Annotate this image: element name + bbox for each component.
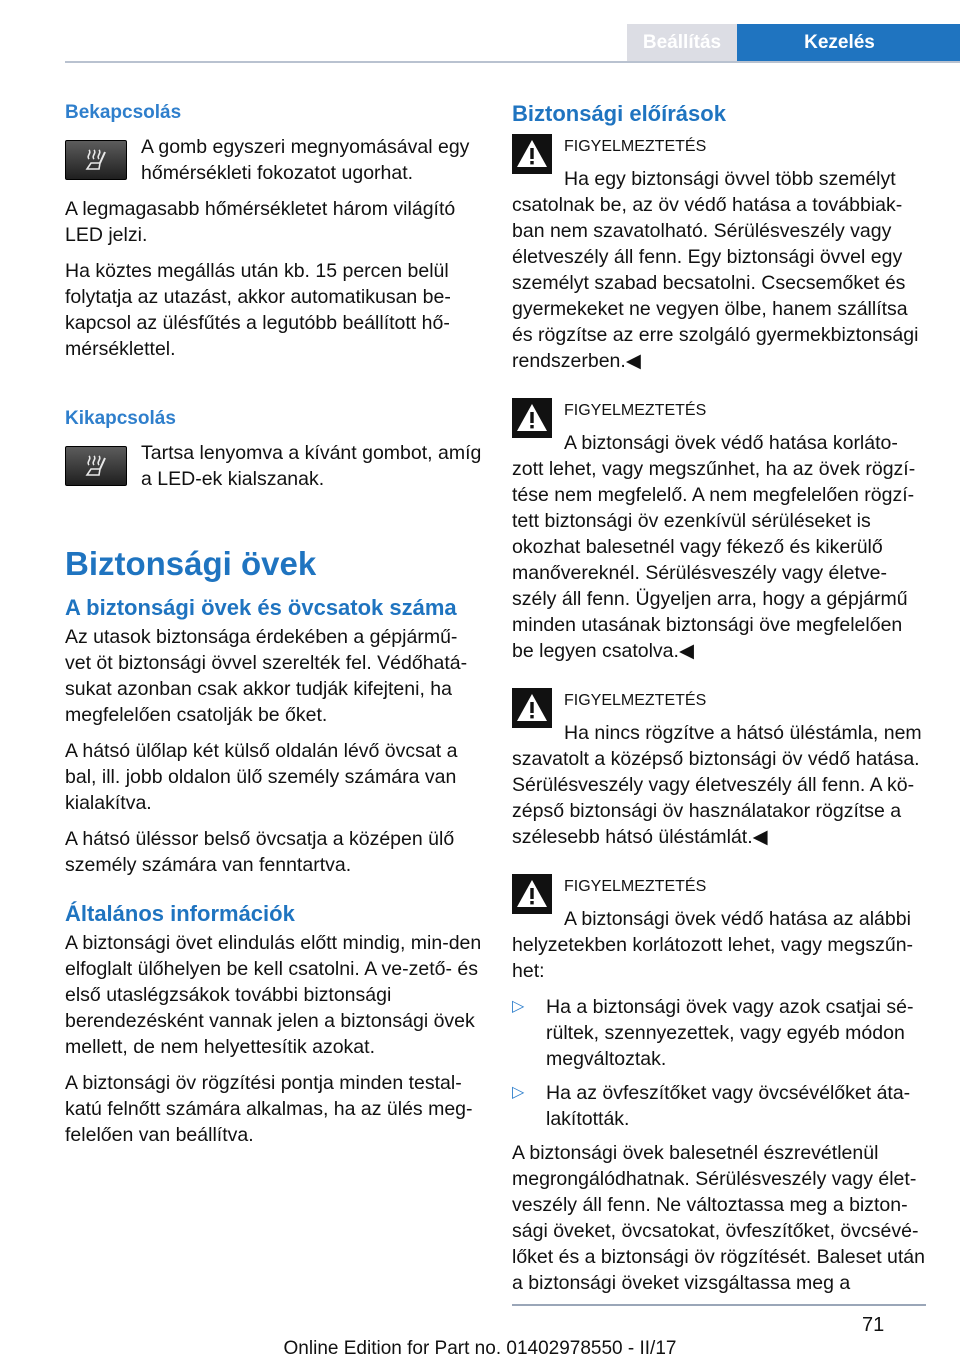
paragraph: Az utasok biztonsága érdekében a gépjármű-vet öt biztonsági övvel szerelték fel. Védőhatá-sukat azonban csak akkor tudják kifejteni, ha megfelelően csatolják be őket. xyxy=(65,626,468,726)
bekapcsolas-heading: Bekapcsolás xyxy=(65,102,182,123)
warning-label: FIGYELMEZTETÉS xyxy=(564,878,707,895)
triangle-bullet-icon: ▷ xyxy=(512,1084,525,1101)
kikapcsolas-row xyxy=(65,440,483,492)
list-item-text: Ha az övfeszítőket vagy övcsévélőket áta-lakították. xyxy=(546,1082,911,1130)
tab-beallitas[interactable]: Beállítás xyxy=(627,24,737,62)
warning-icon xyxy=(512,398,552,438)
warning-icon xyxy=(512,688,552,728)
paragraph: A hátsó üléssor belső övcsatja a középen ülő személy számára van fenntartva. xyxy=(65,828,455,876)
paragraph: A legmagasabb hőmérsékletet három világító LED jelzi. xyxy=(65,198,456,246)
warning-label: FIGYELMEZTETÉS xyxy=(564,402,707,419)
page-header xyxy=(0,0,960,62)
header-divider xyxy=(65,61,960,63)
warning-text: Ha nincs rögzítve a hátsó üléstámla, nem szavatolt a középső biztonsági öv védő hatása. Sérülésveszély vagy életveszély áll fenn. A kö-zépső biztonsági öv használatakor rögzítse a szélesebb hátsó üléstámlát.◀ xyxy=(512,722,922,848)
warning-icon xyxy=(512,134,552,174)
page-title: Biztonsági övek xyxy=(65,545,317,582)
warning-text: A biztonsági övek védő hatása korláto-zott lehet, vagy megszűnhet, ha az övek rögzí-tése nem megfelelő. A nem megfelelően rögzí-tett biztonsági öv ezenkívül sérüléseket is okozhat balesetnél vagy fékező és kikerülő manővereknél. Sérülésveszély vagy életve-szély áll fenn. Ügyeljen arra, hogy a gépjármű minden utasának biztonsági öve megfelelően be legyen csatolva.◀ xyxy=(512,432,916,662)
warning-icon xyxy=(512,874,552,914)
section-heading: Általános információk xyxy=(65,901,295,926)
footer-divider xyxy=(512,1304,926,1306)
tab-kezeles[interactable]: Kezelés xyxy=(737,24,960,62)
list-item-text: Ha a biztonsági övek vagy azok csatjai sé-rültek, szennyezettek, vagy egyéb módon megváltoztak. xyxy=(546,996,914,1070)
triangle-bullet-icon: ▷ xyxy=(512,998,525,1015)
warning-text: Ha egy biztonsági övvel több személyt csatolnak be, az öv védő hatása a továbbiak-ban nem szavatolható. Sérülésveszély vagy életveszély áll fenn. Egy biztonsági övvel egy személyt szabad becsatolni. Csecsemőket és gyermekeket ne vegyen ölbe, hanem szállítsa és rögzítse az erre szolgáló gyermekbiztonsági rendszerben.◀ xyxy=(512,168,919,372)
warning-label: FIGYELMEZTETÉS xyxy=(564,692,707,709)
kikapcsolas-heading: Kikapcsolás xyxy=(65,408,176,429)
seat-heating-button-icon xyxy=(65,446,127,486)
edition-footer: Online Edition for Part no. 01402978550 - II/17 xyxy=(283,1338,677,1359)
paragraph: A biztonsági öv rögzítési pontja minden testal-katú felnőtt számára alkalmas, ha az ülés meg-felelően van beállítva. xyxy=(65,1072,473,1146)
paragraph: A biztonsági övek balesetnél észrevétlenül megrongálódhatnak. Sérülésveszély vagy élet-veszély áll fenn. Ne változtassa meg a bizton-sági öveket, övcsatokat, övfeszítőket, övcsévé-lőket és a biztonsági öv rögzítését. Baleset után a biztonsági öveket vizsgáltassa meg a xyxy=(512,1142,925,1294)
right-column xyxy=(512,100,926,1296)
list-item xyxy=(512,994,926,1072)
bekapcsolas-row xyxy=(65,134,483,186)
kikapcsolas-button-text: Tartsa lenyomva a kívánt gombot, amíg a LED-ek kialszanak. xyxy=(141,442,482,490)
list-item xyxy=(512,1080,926,1132)
bekapcsolas-button-text: A gomb egyszeri megnyomásával egy hőmérsékleti fokozatot ugorhat. xyxy=(141,136,470,184)
paragraph: Ha köztes megállás után kb. 15 percen belül folytatja az utazást, akkor automatikusan be-kapcsol az ülésfűtés a legutóbb beállított hő-mérséklettel. xyxy=(65,260,451,360)
paragraph: A hátsó ülőlap két külső oldalán lévő övcsat a bal, ill. jobb oldalon ülő személy számára van kialakítva. xyxy=(65,740,458,814)
section-heading: A biztonsági övek és övcsatok száma xyxy=(65,595,457,620)
page-number: 71 xyxy=(862,1314,885,1336)
left-column xyxy=(65,100,483,1148)
section-heading: Biztonsági előírások xyxy=(512,101,726,126)
paragraph: A biztonsági övet elindulás előtt mindig, min-den elfoglalt ülőhelyen be kell csatolni. A ve-zető- és első utaslégzsákok további biztonsági berendezésként vannak jelen a biztonsági övek mellett, de nem helyettesítik azokat. xyxy=(65,932,482,1058)
warning-label: FIGYELMEZTETÉS xyxy=(564,138,707,155)
seat-heating-button-icon xyxy=(65,140,127,180)
warning-text: A biztonsági övek védő hatása az alábbi helyzetekben korlátozott lehet, vagy megszűn-het: xyxy=(512,908,914,982)
